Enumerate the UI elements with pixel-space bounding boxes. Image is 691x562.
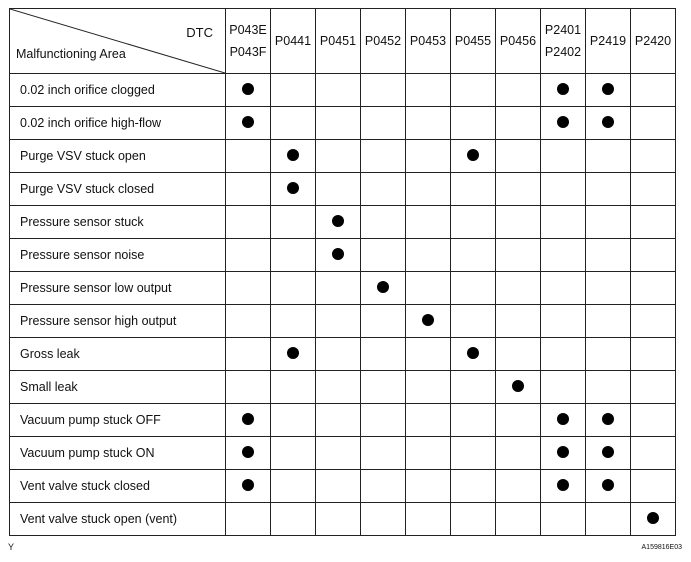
table-cell (271, 206, 316, 239)
table-cell (541, 272, 586, 305)
applicable-dot-icon (602, 116, 614, 128)
table-cell (226, 503, 271, 536)
applicable-dot-icon (287, 347, 299, 359)
malfunction-area-label: Purge VSV stuck open (10, 140, 226, 173)
table-cell (316, 74, 361, 107)
table-cell (406, 371, 451, 404)
table-row (10, 173, 676, 206)
table-cell (406, 74, 451, 107)
applicable-dot-icon (557, 116, 569, 128)
table-cell (361, 272, 406, 305)
table-cell (586, 338, 631, 371)
table-row (10, 470, 676, 503)
table-cell (361, 371, 406, 404)
malfunction-area-label: Pressure sensor noise (10, 239, 226, 272)
table-cell (361, 437, 406, 470)
table-cell (631, 140, 676, 173)
dtc-column-header (361, 9, 406, 74)
applicable-dot-icon (377, 281, 389, 293)
table-cell (496, 437, 541, 470)
table-body (10, 74, 676, 536)
table-cell (226, 371, 271, 404)
table-cell (361, 239, 406, 272)
applicable-dot-icon (557, 446, 569, 458)
table-cell (271, 371, 316, 404)
table-cell (271, 437, 316, 470)
table-cell (316, 206, 361, 239)
applicable-dot-icon (242, 446, 254, 458)
table-cell (271, 305, 316, 338)
dtc-column-header (226, 9, 271, 74)
table-cell (451, 437, 496, 470)
table-cell (586, 305, 631, 338)
malfunction-area-label: Vent valve stuck closed (10, 470, 226, 503)
table-cell (541, 470, 586, 503)
dtc-code: P0441 (274, 34, 312, 48)
table-cell (226, 272, 271, 305)
table-cell (451, 470, 496, 503)
dtc-column-header (586, 9, 631, 74)
figure-id: A159816E03 (641, 544, 682, 551)
table-cell (316, 338, 361, 371)
table-cell (226, 140, 271, 173)
applicable-dot-icon (287, 182, 299, 194)
dtc-column-header (541, 9, 586, 74)
table-cell (496, 140, 541, 173)
table-cell (541, 404, 586, 437)
table-cell (361, 107, 406, 140)
table-cell (586, 272, 631, 305)
malfunction-area-label: Purge VSV stuck closed (10, 173, 226, 206)
table-cell (406, 239, 451, 272)
applicable-dot-icon (287, 149, 299, 161)
table-cell (406, 437, 451, 470)
table-cell (406, 503, 451, 536)
table-cell (496, 173, 541, 206)
table-cell (451, 173, 496, 206)
dtc-code: P0451 (319, 34, 357, 48)
table-cell (586, 371, 631, 404)
corner-dtc-label: DTC (186, 25, 213, 40)
table-cell (631, 173, 676, 206)
dtc-column-header (271, 9, 316, 74)
table-cell (316, 503, 361, 536)
table-cell (631, 470, 676, 503)
table-cell (271, 140, 316, 173)
table-cell (361, 338, 406, 371)
table-cell (226, 239, 271, 272)
dtc-column-header (406, 9, 451, 74)
malfunction-area-label: Vacuum pump stuck OFF (10, 404, 226, 437)
table-cell (226, 74, 271, 107)
table-cell (631, 239, 676, 272)
table-cell (631, 107, 676, 140)
table-cell (226, 206, 271, 239)
table-cell (451, 74, 496, 107)
applicable-dot-icon (602, 83, 614, 95)
table-cell (226, 404, 271, 437)
applicable-dot-icon (557, 479, 569, 491)
table-cell (586, 206, 631, 239)
table-cell (226, 437, 271, 470)
table-cell (631, 338, 676, 371)
applicable-dot-icon (602, 479, 614, 491)
table-row (10, 404, 676, 437)
table-cell (271, 338, 316, 371)
table-cell (406, 338, 451, 371)
table-cell (316, 140, 361, 173)
table-cell (316, 173, 361, 206)
dtc-malfunction-table (9, 8, 676, 536)
table-cell (496, 470, 541, 503)
malfunction-area-label: Gross leak (10, 338, 226, 371)
dtc-column-header (316, 9, 361, 74)
table-cell (361, 140, 406, 173)
applicable-dot-icon (602, 446, 614, 458)
table-cell (586, 107, 631, 140)
table-cell (406, 404, 451, 437)
table-cell (631, 404, 676, 437)
table-cell (631, 305, 676, 338)
table-cell (271, 272, 316, 305)
table-cell (361, 206, 406, 239)
table-cell (316, 437, 361, 470)
applicable-dot-icon (602, 413, 614, 425)
applicable-dot-icon (242, 479, 254, 491)
table-cell (406, 173, 451, 206)
table-cell (316, 470, 361, 503)
table-row (10, 107, 676, 140)
table-cell (586, 503, 631, 536)
table-cell (226, 305, 271, 338)
table-cell (451, 239, 496, 272)
applicable-dot-icon (422, 314, 434, 326)
table-cell (541, 173, 586, 206)
table-cell (406, 470, 451, 503)
table-cell (586, 437, 631, 470)
dtc-column-header (496, 9, 541, 74)
table-cell (406, 140, 451, 173)
table-row (10, 371, 676, 404)
malfunction-area-label: Pressure sensor low output (10, 272, 226, 305)
table-cell (541, 140, 586, 173)
dtc-code: P043F (229, 45, 267, 59)
corner-area-label: Malfunctioning Area (16, 47, 126, 61)
header-corner-cell (10, 9, 226, 74)
table-cell (271, 74, 316, 107)
table-cell (316, 404, 361, 437)
table-cell (586, 140, 631, 173)
table-cell (631, 437, 676, 470)
table-row (10, 239, 676, 272)
table-cell (451, 206, 496, 239)
table-cell (631, 74, 676, 107)
dtc-code: P0452 (364, 34, 402, 48)
dtc-code: P0453 (409, 34, 447, 48)
table-cell (361, 74, 406, 107)
applicable-dot-icon (557, 83, 569, 95)
table-cell (406, 107, 451, 140)
table-cell (361, 470, 406, 503)
table-row (10, 206, 676, 239)
table-cell (361, 305, 406, 338)
table-cell (451, 371, 496, 404)
applicable-dot-icon (557, 413, 569, 425)
table-cell (631, 272, 676, 305)
table-cell (586, 173, 631, 206)
table-cell (451, 338, 496, 371)
table-cell (541, 338, 586, 371)
table-row (10, 272, 676, 305)
table-cell (496, 305, 541, 338)
dtc-code: P0456 (499, 34, 537, 48)
applicable-dot-icon (242, 83, 254, 95)
footer-mark: Y (8, 542, 15, 552)
table-cell (271, 239, 316, 272)
table-cell (226, 173, 271, 206)
table-cell (496, 107, 541, 140)
applicable-dot-icon (242, 413, 254, 425)
malfunction-area-label: Pressure sensor high output (10, 305, 226, 338)
table-cell (541, 437, 586, 470)
dtc-column-header (631, 9, 676, 74)
table-cell (541, 371, 586, 404)
table-row (10, 74, 676, 107)
dtc-code: P043E (229, 23, 267, 37)
table-cell (316, 371, 361, 404)
dtc-code: P2419 (589, 34, 627, 48)
table-row (10, 503, 676, 536)
table-cell (406, 206, 451, 239)
table-cell (316, 272, 361, 305)
table-cell (451, 272, 496, 305)
table-row (10, 338, 676, 371)
table-cell (496, 206, 541, 239)
header-row (10, 9, 676, 74)
corner-diagonal-line (10, 9, 225, 73)
table-cell (451, 305, 496, 338)
malfunction-area-label: Vent valve stuck open (vent) (10, 503, 226, 536)
dtc-code: P0455 (454, 34, 492, 48)
table-cell (406, 305, 451, 338)
table-cell (271, 173, 316, 206)
applicable-dot-icon (647, 512, 659, 524)
table-cell (631, 206, 676, 239)
table-cell (451, 107, 496, 140)
table-cell (586, 74, 631, 107)
applicable-dot-icon (467, 347, 479, 359)
table-cell (271, 503, 316, 536)
table-cell (451, 140, 496, 173)
table-cell (271, 470, 316, 503)
malfunction-area-label: Small leak (10, 371, 226, 404)
table-cell (496, 74, 541, 107)
table-cell (361, 404, 406, 437)
table-cell (496, 404, 541, 437)
table-cell (451, 503, 496, 536)
table-cell (496, 272, 541, 305)
table-cell (631, 503, 676, 536)
table-cell (541, 503, 586, 536)
table-row (10, 305, 676, 338)
table-cell (406, 272, 451, 305)
dtc-code: P2420 (634, 34, 672, 48)
applicable-dot-icon (467, 149, 479, 161)
malfunction-area-label: 0.02 inch orifice high-flow (10, 107, 226, 140)
table-cell (361, 173, 406, 206)
dtc-column-header (451, 9, 496, 74)
dtc-code: P2401 (544, 23, 582, 37)
table-row (10, 140, 676, 173)
table-cell (631, 371, 676, 404)
table-cell (226, 338, 271, 371)
table-cell (496, 239, 541, 272)
malfunction-area-label: 0.02 inch orifice clogged (10, 74, 226, 107)
table-cell (361, 503, 406, 536)
table-cell (586, 470, 631, 503)
table-cell (541, 305, 586, 338)
table-cell (316, 239, 361, 272)
table-cell (541, 107, 586, 140)
table-cell (451, 404, 496, 437)
table-cell (541, 239, 586, 272)
malfunction-area-label: Pressure sensor stuck (10, 206, 226, 239)
table-cell (496, 503, 541, 536)
table-cell (316, 305, 361, 338)
table-cell (496, 371, 541, 404)
malfunction-area-label: Vacuum pump stuck ON (10, 437, 226, 470)
table-cell (271, 107, 316, 140)
table-cell (226, 470, 271, 503)
applicable-dot-icon (332, 215, 344, 227)
table-cell (541, 74, 586, 107)
table-cell (541, 206, 586, 239)
table-cell (586, 404, 631, 437)
dtc-code: P2402 (544, 45, 582, 59)
applicable-dot-icon (332, 248, 344, 260)
table-cell (496, 338, 541, 371)
applicable-dot-icon (242, 116, 254, 128)
table-row (10, 437, 676, 470)
table-cell (316, 107, 361, 140)
applicable-dot-icon (512, 380, 524, 392)
table-cell (226, 107, 271, 140)
table-cell (271, 404, 316, 437)
table-cell (586, 239, 631, 272)
